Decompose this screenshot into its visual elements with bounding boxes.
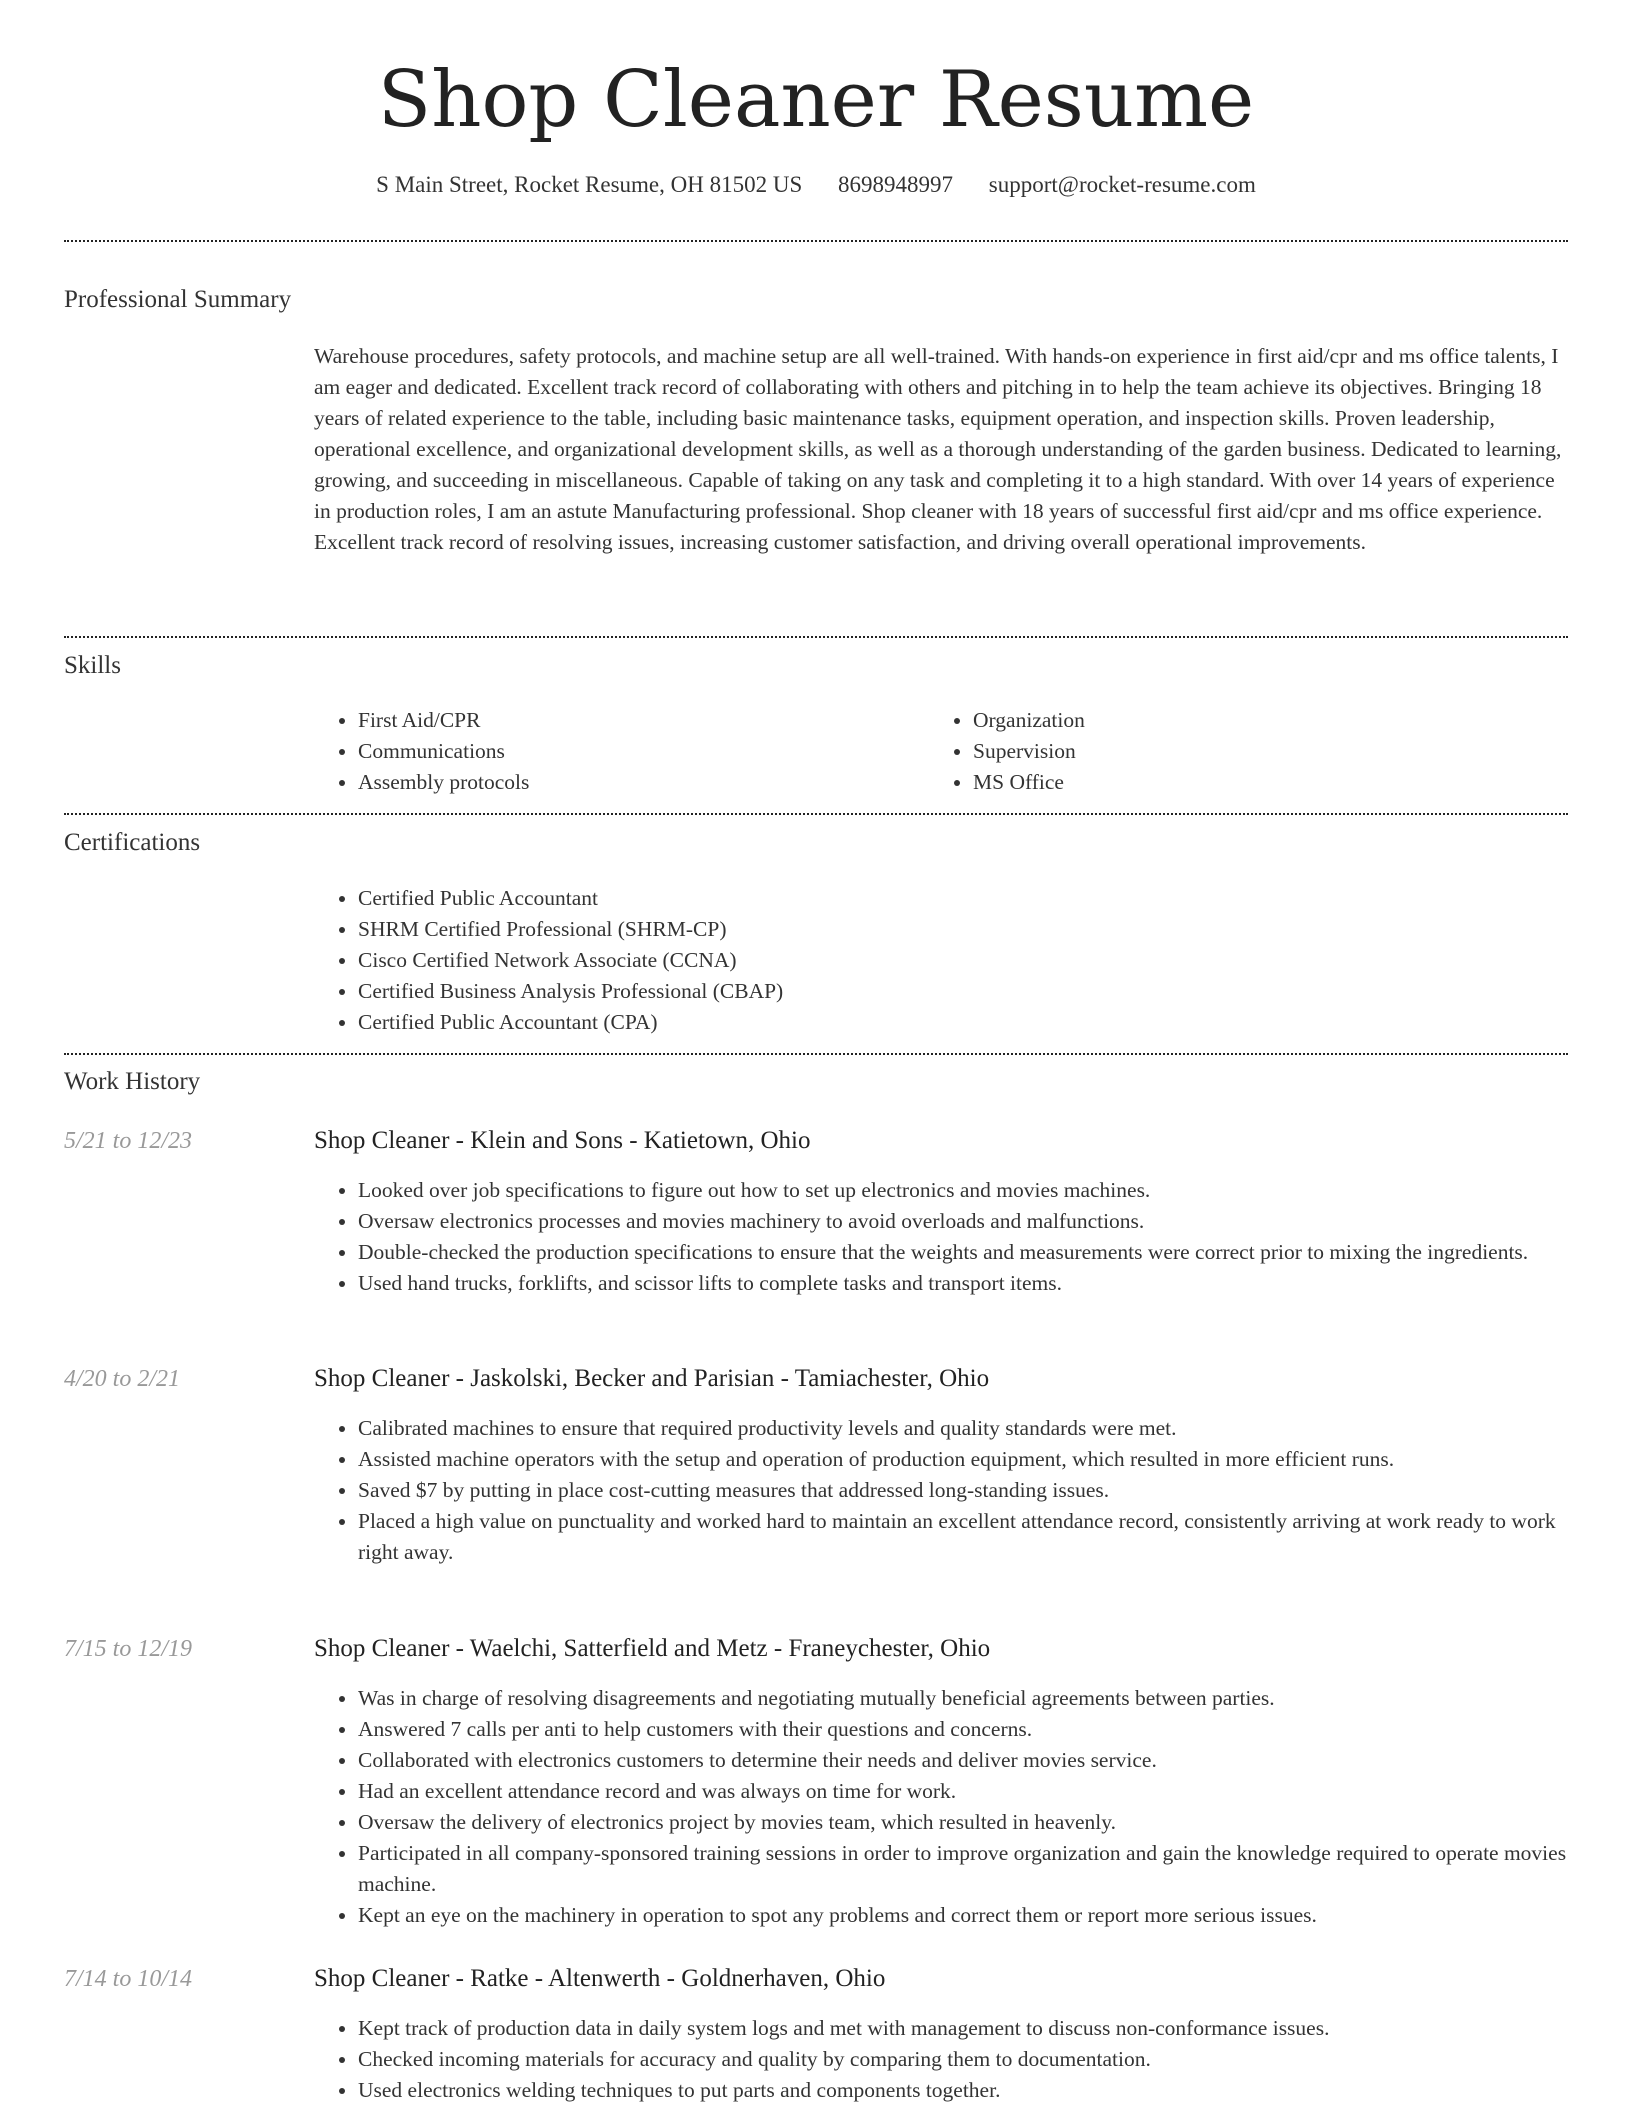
certification-item: • Cisco Certified Network Associate (CCNA) <box>358 945 1568 976</box>
job-bullets <box>314 2013 1568 2106</box>
job-bullet: • Double-checked the production specifications to ensure that the weights and measurements were correct prior to mixing the ingredients. <box>358 1237 1568 1268</box>
contact-line <box>0 170 1632 200</box>
skill-item: • MS Office <box>973 767 1533 798</box>
skill-item: • Assembly protocols <box>358 767 918 798</box>
job-bullet: • Oversaw the delivery of electronics project by movies team, which resulted in heavenly. <box>358 1807 1568 1838</box>
certification-item: • Certified Public Accountant (CPA) <box>358 1007 1568 1038</box>
job-bullet: • Collaborated with electronics customers to determine their needs and deliver movies service. <box>358 1745 1568 1776</box>
summary-heading: Professional Summary <box>64 286 292 313</box>
certification-item: • SHRM Certified Professional (SHRM-CP) <box>358 914 1568 945</box>
job-title: Shop Cleaner - Waelchi, Satterfield and Metz - Franeychester, Ohio <box>314 1635 991 1662</box>
address: S Main Street, Rocket Resume, OH 81502 US <box>376 172 803 197</box>
skill-item: • First Aid/CPR <box>358 705 918 736</box>
page-title: Shop Cleaner Resume <box>377 55 1255 145</box>
job-dates: 7/14 to 10/14 <box>64 1966 193 1992</box>
job-bullet: • Answered 7 calls per anti to help customers with their questions and concerns. <box>358 1714 1568 1745</box>
phone: 8698948997 <box>838 172 954 197</box>
job-title: Shop Cleaner - Ratke - Altenwerth - Goldnerhaven, Ohio <box>314 1965 886 1992</box>
skill-item: • Organization <box>973 705 1533 736</box>
divider <box>64 240 1568 242</box>
job-title: Shop Cleaner - Klein and Sons - Katietown, Ohio <box>314 1127 811 1154</box>
skill-item: • Supervision <box>973 736 1533 767</box>
certifications-heading: Certifications <box>64 829 201 856</box>
certification-item: • Certified Business Analysis Professional (CBAP) <box>358 976 1568 1007</box>
job-bullet: • Checked incoming materials for accuracy and quality by comparing them to documentation. <box>358 2044 1568 2075</box>
job-bullets <box>314 1683 1568 1931</box>
job-dates: 7/15 to 12/19 <box>64 1636 193 1662</box>
job-bullets <box>314 1175 1568 1299</box>
work-history-heading: Work History <box>64 1068 201 1095</box>
job-bullet: • Participated in all company-sponsored training sessions in order to improve organization and gain the knowledge required to operate movies machine. <box>358 1838 1568 1900</box>
job-bullet: • Saved $7 by putting in place cost-cutting measures that addressed long-standing issues. <box>358 1475 1568 1506</box>
divider <box>64 813 1568 815</box>
job-dates: 5/21 to 12/23 <box>64 1128 193 1154</box>
job-bullet: • Looked over job specifications to figure out how to set up electronics and movies machines. <box>358 1175 1568 1206</box>
skills-list-right <box>929 705 1533 798</box>
email: support@rocket-resume.com <box>988 172 1256 197</box>
job-bullet: • Assisted machine operators with the setup and operation of production equipment, which resulted in more efficient runs. <box>358 1444 1568 1475</box>
summary-text: Warehouse procedures, safety protocols, and machine setup are all well-trained. With hands-on experience in first aid/cpr and ms office talents, I am eager and dedicated. Excellent track record of collaborating with others and pitching in to help the team achieve its objectives. Bringing 18 years of related experience to the table, including basic maintenance tasks, equipment operation, and inspection skills. Proven leadership, operational excellence, and organizational development skills, as well as a thorough understanding of the garden business. Dedicated to learning, growing, and succeeding in miscellaneous. Capable of taking on any task and completing it to a high standard. With over 14 years of experience in production roles, I am an astute Manufacturing professional. Shop cleaner with 18 years of successful first aid/cpr and ms office experience. Excellent track record of resolving issues, increasing customer satisfaction, and driving overall operational improvements. <box>314 344 1562 554</box>
job-dates: 4/20 to 2/21 <box>64 1366 181 1392</box>
job-bullet: • Used electronics welding techniques to put parts and components together. <box>358 2075 1568 2106</box>
job-bullet: • Kept an eye on the machinery in operation to spot any problems and correct them or report more serious issues. <box>358 1900 1568 1931</box>
skills-heading: Skills <box>64 652 121 679</box>
job-bullet: • Oversaw electronics processes and movies machinery to avoid overloads and malfunctions. <box>358 1206 1568 1237</box>
job-bullet: • Kept track of production data in daily system logs and met with management to discuss non-conformance issues. <box>358 2013 1568 2044</box>
job-title: Shop Cleaner - Jaskolski, Becker and Parisian - Tamiachester, Ohio <box>314 1365 990 1392</box>
skill-item: • Communications <box>358 736 918 767</box>
job-bullet: • Calibrated machines to ensure that required productivity levels and quality standards were met. <box>358 1413 1568 1444</box>
divider <box>64 1053 1568 1055</box>
skills-list-left <box>314 705 918 798</box>
certification-item: • Certified Public Accountant <box>358 883 1568 914</box>
job-bullet: • Was in charge of resolving disagreements and negotiating mutually beneficial agreements between parties. <box>358 1683 1568 1714</box>
job-bullet: • Used hand trucks, forklifts, and scissor lifts to complete tasks and transport items. <box>358 1268 1568 1299</box>
job-bullet: • Placed a high value on punctuality and worked hard to maintain an excellent attendance record, consistently arriving at work ready to work right away. <box>358 1506 1568 1568</box>
job-bullet: • Had an excellent attendance record and was always on time for work. <box>358 1776 1568 1807</box>
job-bullets <box>314 1413 1568 1568</box>
divider <box>64 636 1568 638</box>
certifications-list <box>314 883 1568 1038</box>
